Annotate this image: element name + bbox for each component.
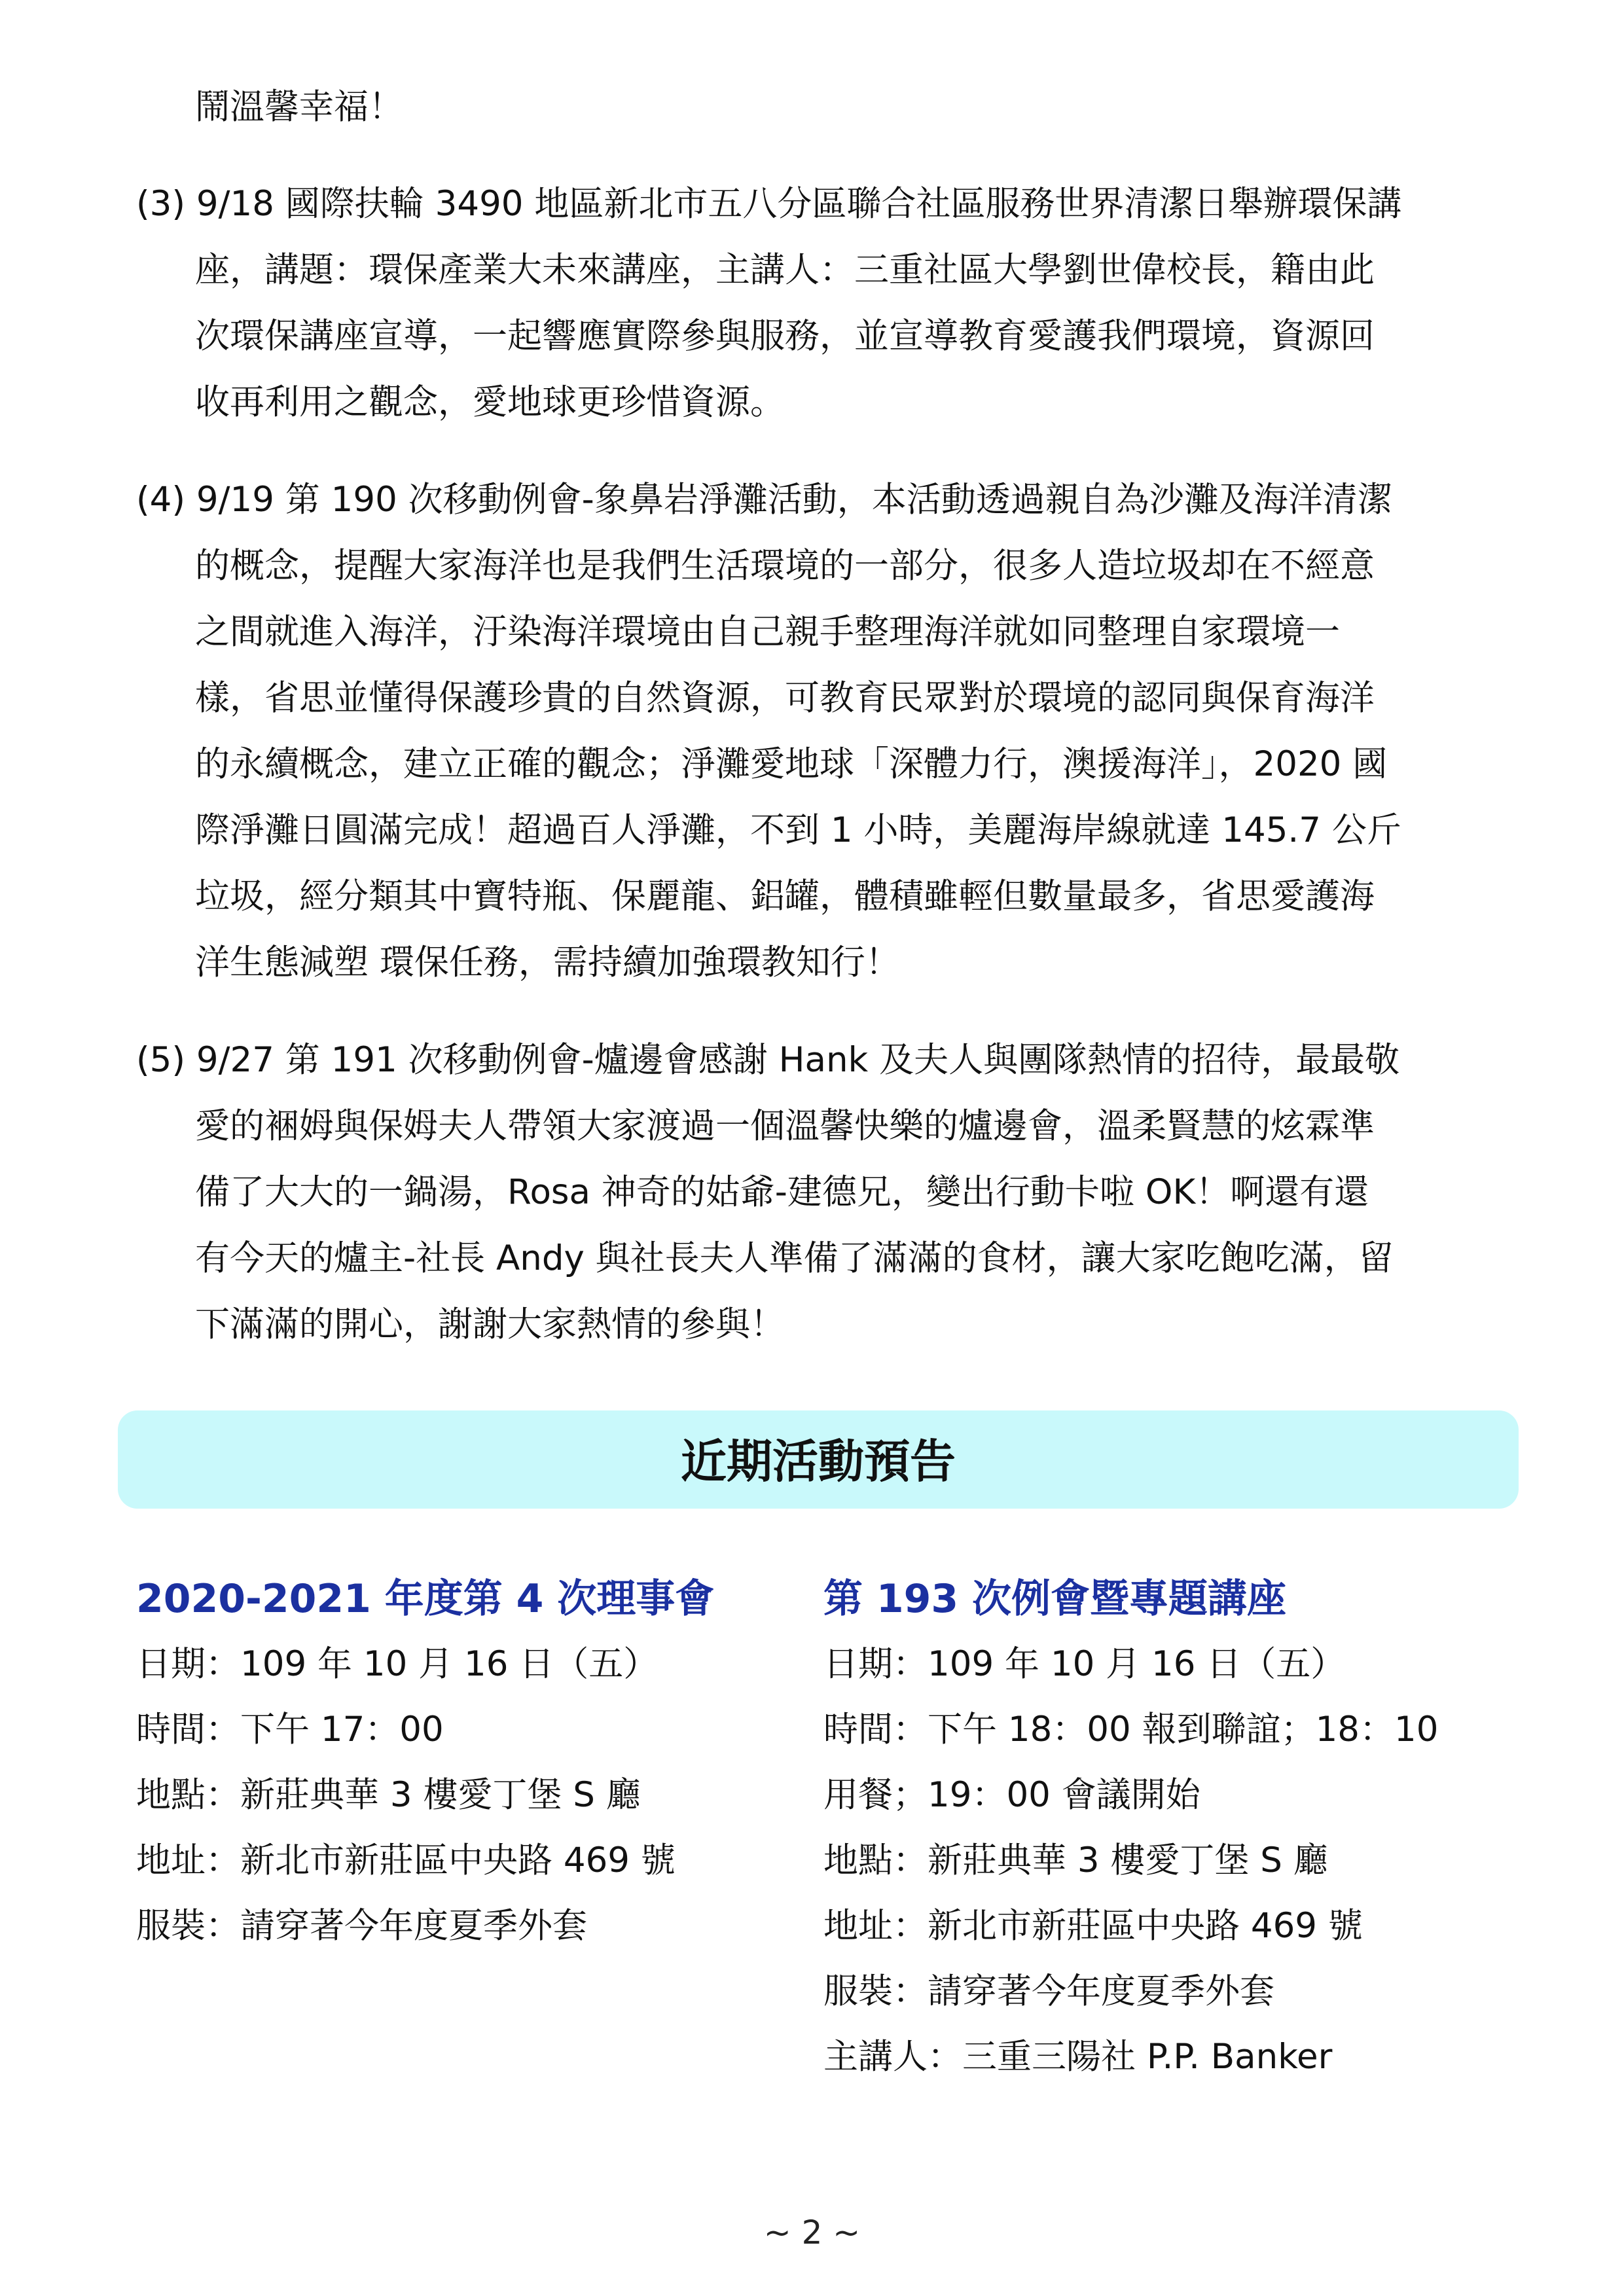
report-line: 備了大大的一鍋湯，Rosa 神奇的姑爺-建德兄，變出行動卡啦 OK！啊還有還: [195, 1172, 1369, 1212]
page-number: ~ 2 ~: [763, 2214, 861, 2251]
event-detail-line: 時間：下午 17：00: [136, 1710, 444, 1749]
event-detail-line: 日期：109 年 10 月 16 日（五）: [823, 1644, 1346, 1684]
report-line: 愛的裍姆與保姆夫人帶領大家渡過一個溫馨快樂的爐邊會，溫柔賢慧的炫霖準: [195, 1106, 1375, 1146]
report-line: 收再利用之觀念，愛地球更珍惜資源。: [195, 382, 785, 422]
report-line: 之間就進入海洋，汙染海洋環境由自己親手整理海洋就如同整理自家環境一: [195, 612, 1340, 652]
event-detail-line: 地址：新北市新莊區中央路 469 號: [823, 1906, 1363, 1946]
report-line: (4) 9/19 第 190 次移動例會-象鼻岩淨灘活動，本活動透過親自為沙灘及海洋清潔: [136, 480, 1392, 520]
event-detail-line: 地點：新莊典華 3 樓愛丁堡 S 廳: [823, 1840, 1328, 1880]
report-line: 際淨灘日圓滿完成！超過百人淨灘，不到 1 小時，美麗海岸線就達 145.7 公斤: [195, 810, 1401, 850]
report-line: 座，講題：環保產業大未來講座，主講人：三重社區大學劉世偉校長，籍由此: [195, 250, 1375, 290]
report-line: 垃圾，經分類其中寶特瓶、保麗龍、鋁罐，體積雖輕但數量最多，省思愛護海: [195, 876, 1375, 916]
intro-tail-line: 鬧溫馨幸福！: [195, 87, 403, 127]
event-detail-line: 日期：109 年 10 月 16 日（五）: [136, 1644, 659, 1684]
report-line: 洋生態減塑 環保任務，需持續加強環教知行！: [195, 942, 900, 982]
report-line: 樣，省思並懂得保護珍貴的自然資源，可教育民眾對於環境的認同與保育海洋: [195, 678, 1375, 718]
event-detail-line: 地點：新莊典華 3 樓愛丁堡 S 廳: [136, 1775, 641, 1815]
event-detail-line: 用餐；19：00 會議開始: [823, 1775, 1200, 1815]
event-detail-line: 服裝：請穿著今年度夏季外套: [136, 1906, 587, 1946]
banner-title: 近期活動預告: [681, 1435, 956, 1488]
report-line: (5) 9/27 第 191 次移動例會-爐邊會感謝 Hank 及夫人與團隊熱情的招待，最最敬: [136, 1040, 1400, 1080]
event-title: 2020-2021 年度第 4 次理事會: [136, 1576, 715, 1622]
event-detail-line: 主講人：三重三陽社 P.P. Banker: [823, 2037, 1333, 2077]
report-line: 次環保講座宣導，一起響應實際參與服務，並宣導教育愛護我們環境，資源回: [195, 316, 1375, 356]
event-detail-line: 時間：下午 18：00 報到聯誼；18：10: [823, 1710, 1439, 1749]
report-line: 的永續概念，建立正確的觀念；淨灘愛地球「深體力行，澳援海洋」，2020 國: [195, 744, 1388, 784]
upcoming-events-banner: [118, 1410, 1519, 1509]
event-detail-line: 服裝：請穿著今年度夏季外套: [823, 1971, 1274, 2011]
report-line: (3) 9/18 國際扶輪 3490 地區新北市五八分區聯合社區服務世界清潔日舉辦環保講: [136, 184, 1402, 224]
report-line: 有今天的爐主-社長 Andy 與社長夫人準備了滿滿的食材，讓大家吃飽吃滿，留: [195, 1238, 1394, 1278]
event-detail-line: 地址：新北市新莊區中央路 469 號: [136, 1840, 676, 1880]
event-title: 第 193 次例會暨專題講座: [823, 1576, 1287, 1622]
report-line: 下滿滿的開心，謝謝大家熱情的參與！: [195, 1304, 785, 1344]
report-line: 的概念，提醒大家海洋也是我們生活環境的一部分，很多人造垃圾却在不經意: [195, 546, 1375, 586]
